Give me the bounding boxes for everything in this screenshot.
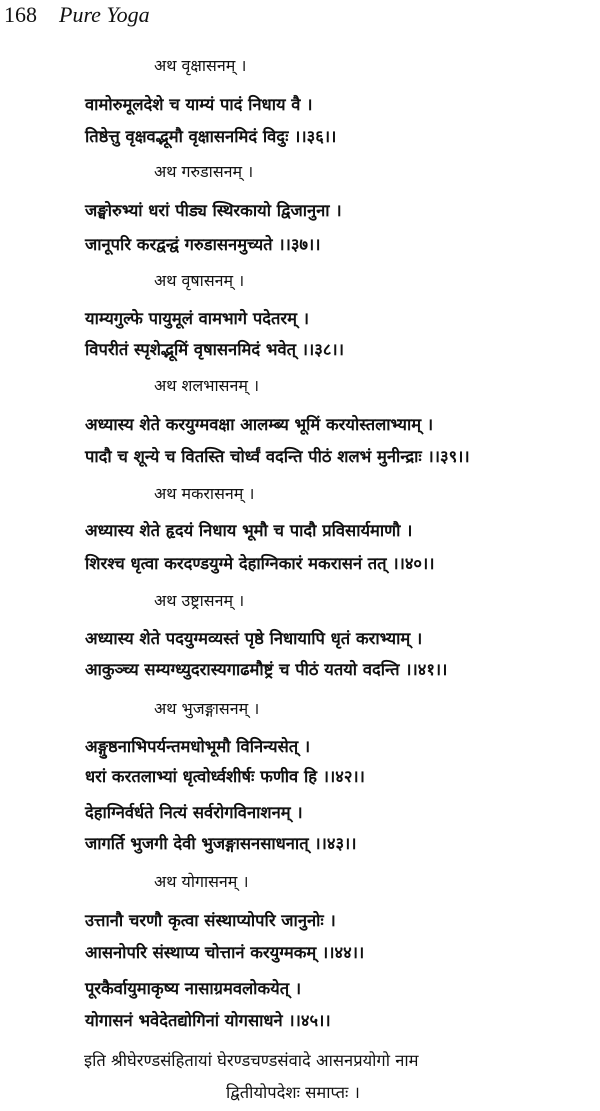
verse-line: देहाग्निर्वर्धते नित्यं सर्वरोगविनाशनम् । <box>85 803 303 822</box>
section-heading: अथ उष्ट्रासनम् । <box>154 591 245 610</box>
section-heading: अथ योगासनम् । <box>154 872 249 891</box>
verse-line: योगासनं भवेदेतद्योगिनां योगसाधने ।।४५।। <box>85 1011 331 1030</box>
verse-line: उत्तानौ चरणौ कृत्वा संस्थाप्योपरि जानुनोः । <box>85 911 336 930</box>
verse-line: आकुञ्च्य सम्यग्ध्युदरास्यगाढमौष्ट्रं च पीठं यतयो वदन्ति ।।४१।। <box>85 660 448 679</box>
section-heading: अथ गरुडासनम् । <box>154 162 254 181</box>
verse-line: अध्यास्य शेते पदयुग्मव्यस्तं पृष्ठे निधायापि धृतं कराभ्याम् । <box>85 629 423 648</box>
section-heading: अथ वृषासनम् । <box>154 271 245 290</box>
verse-line: अङ्गुष्ठनाभिपर्यन्तमधोभूमौ विनिन्यसेत् । <box>85 737 311 756</box>
verse-line: विपरीतं स्पृशेद्भूमिं वृषासनमिदं भवेत् ।।३८।। <box>85 340 344 359</box>
verse-line: तिष्ठेत्तु वृक्षवद्भूमौ वृक्षासनमिदं विदुः ।।३६।। <box>85 127 337 146</box>
verse-line: जानूपरि करद्वन्द्वं गरुडासनमुच्यते ।।३७।। <box>85 235 321 254</box>
verse-line: शिरश्च धृत्वा करदण्डयुग्मे देहाग्निकारं मकरासनं तत् ।।४०।। <box>85 554 435 573</box>
verse-line: आसनोपरि संस्थाप्य चोत्तानं करयुग्मकम् ।।४४।। <box>85 943 365 962</box>
verse-line: धरां करतलाभ्यां धृत्वोर्ध्वशीर्षः फणीव हि ।।४२।। <box>85 767 365 786</box>
verse-line: याम्यगुल्फे पायुमूलं वामभागे पदेतरम् । <box>85 309 309 328</box>
section-heading: अथ मकरासनम् । <box>154 484 255 503</box>
page-number: 168 <box>4 2 37 27</box>
verse-line: अध्यास्य शेते हृदयं निधाय भूमौ च पादौ प्रविसार्यमाणौ । <box>85 521 413 540</box>
colophon-line: द्वितीयोपदेशः समाप्तः । <box>226 1083 360 1102</box>
verse-line: पादौ च शून्ये च वितस्ति चोर्ध्वं वदन्ति पीठं शलभं मुनीन्द्राः ।।३९।। <box>85 447 470 466</box>
verse-line: जङ्घोरुभ्यां धरां पीड्य स्थिरकायो द्विजानुना । <box>85 201 342 220</box>
section-heading: अथ शलभासनम् । <box>154 376 260 395</box>
page-header <box>4 2 150 28</box>
section-heading: अथ वृक्षासनम् । <box>154 56 247 75</box>
verse-line: अध्यास्य शेते करयुग्मवक्षा आलम्ब्य भूमिं करयोस्तलाभ्याम् । <box>85 415 434 434</box>
verse-line: वामोरुमूलदेशे च याम्यं पादं निधाय वै । <box>85 95 313 114</box>
colophon-line: इति श्रीघेरण्डसंहितायां घेरण्डचण्डसंवादे आसनप्रयोगो नाम <box>84 1051 419 1070</box>
running-title: Pure Yoga <box>59 2 150 27</box>
verse-line: पूरकैर्वायुमाकृष्य नासाग्रमवलोकयेत् । <box>85 979 302 998</box>
verse-line: जागर्ति भुजगी देवी भुजङ्गासनसाधनात् ।।४३।। <box>85 834 357 853</box>
section-heading: अथ भुजङ्गासनम् । <box>154 699 260 718</box>
